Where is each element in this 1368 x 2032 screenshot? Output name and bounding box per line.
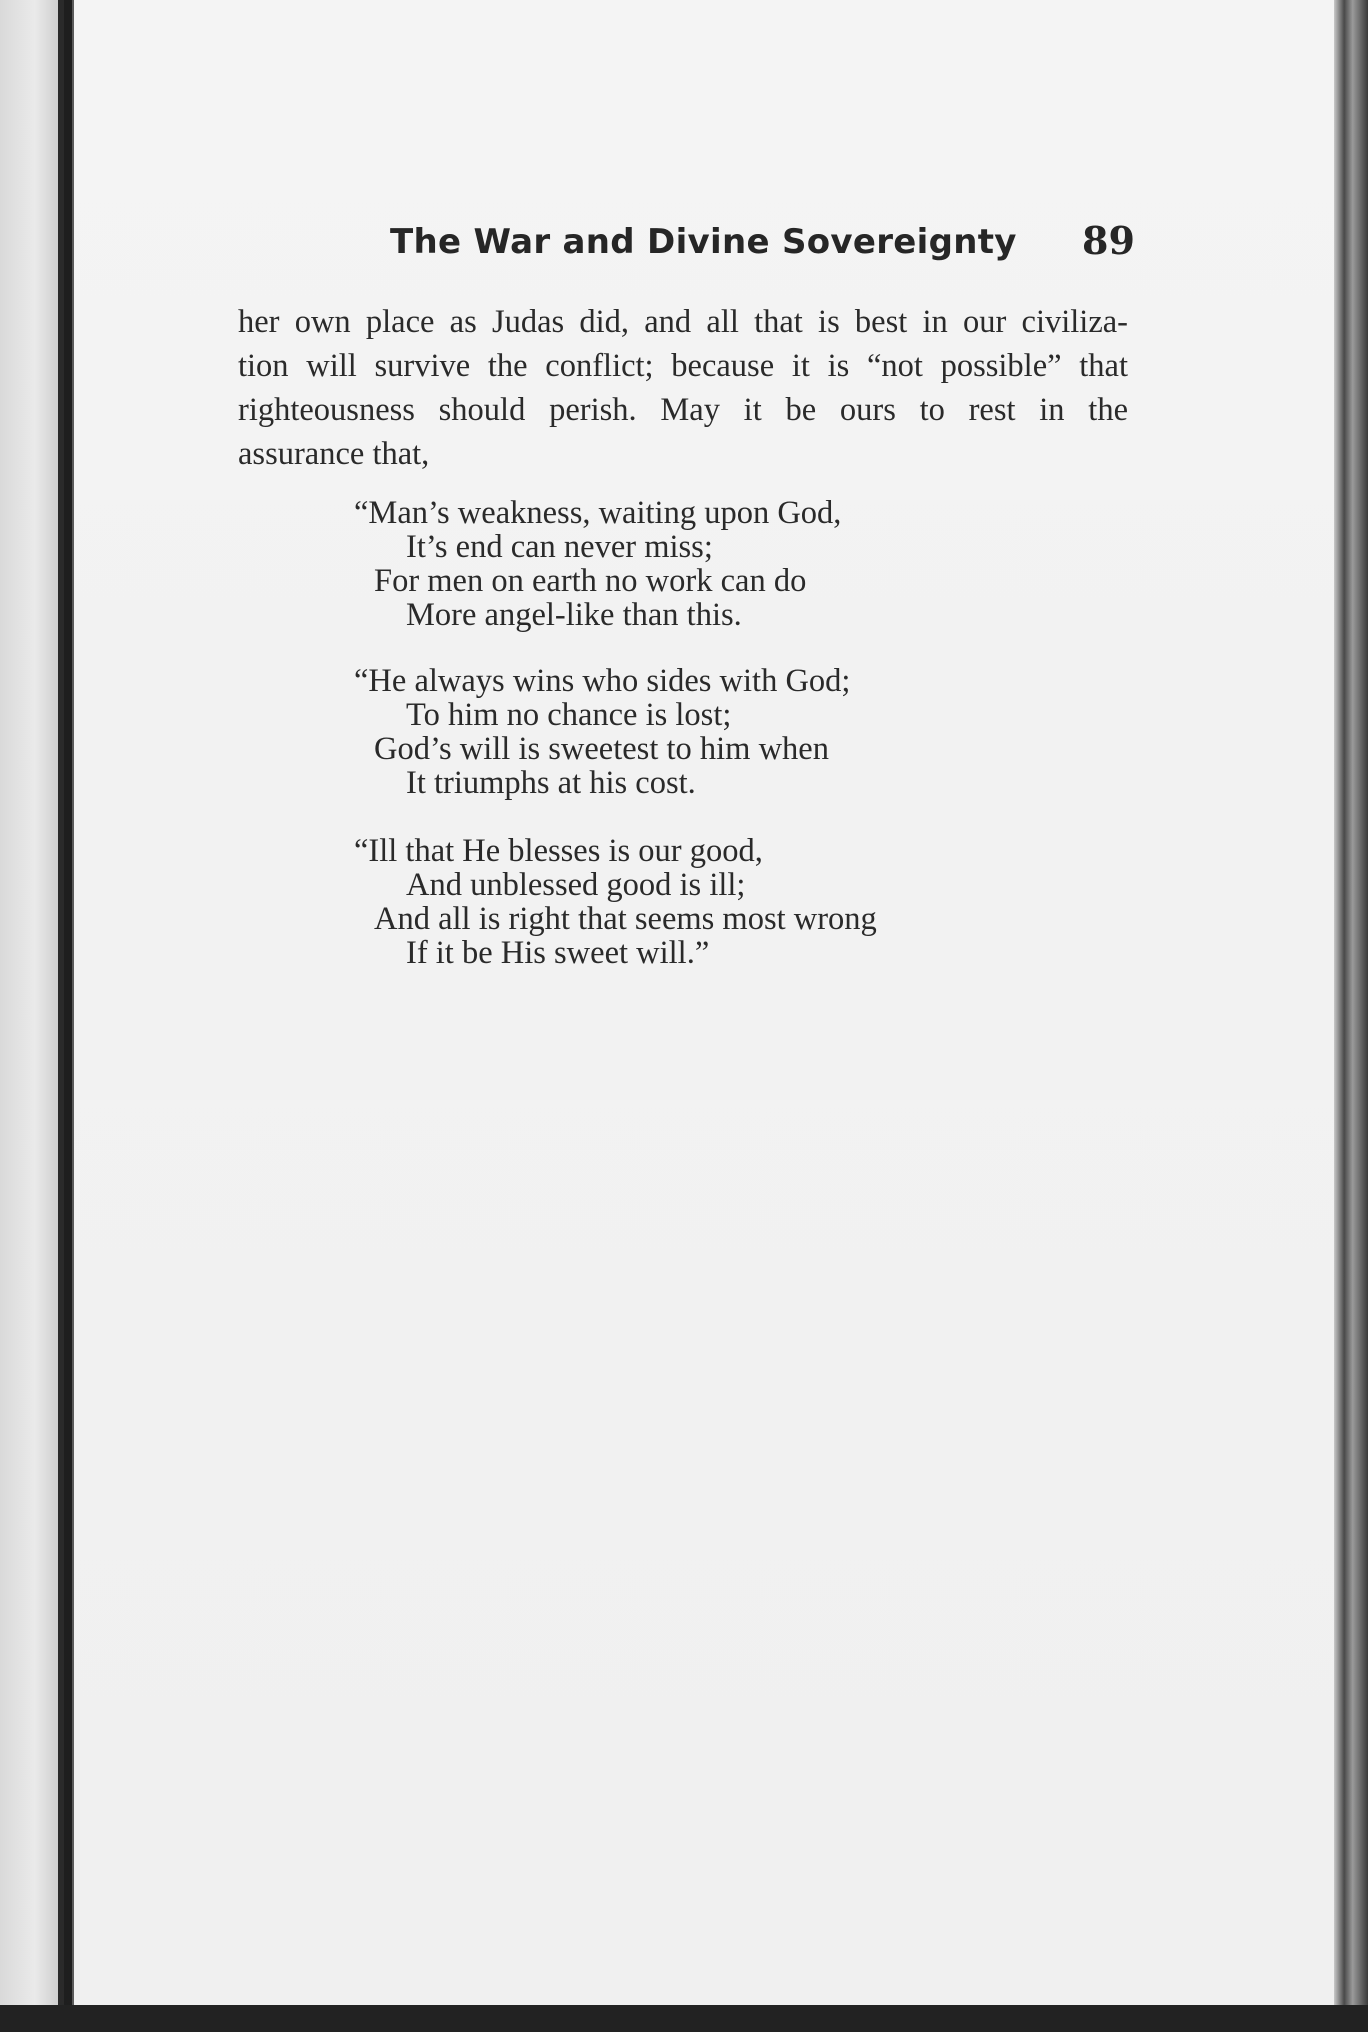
poem-line: And unblessed good is ill;	[406, 867, 746, 903]
poem-line: More angel-like than this.	[406, 597, 742, 633]
poem-line: And all is right that seems most wrong	[374, 901, 877, 937]
poem-line: It triumphs at his cost.	[406, 765, 696, 801]
page-number: 89	[1082, 218, 1135, 263]
paragraph-line: her own place as Judas did, and all that is best in our civiliza-	[238, 304, 1128, 340]
page-stack-edge	[1334, 0, 1368, 2032]
poem-line: To him no chance is lost;	[406, 697, 732, 733]
binding-gutter	[58, 0, 64, 2032]
gutter-shadow-line	[72, 0, 74, 2032]
paragraph-line: assurance that,	[238, 436, 430, 472]
poem-stanza	[350, 496, 1050, 632]
poem-line: If it be His sweet will.”	[406, 935, 710, 971]
poem-line: “Man’s weakness, waiting upon God,	[354, 495, 842, 531]
poem-line: It’s end can never miss;	[406, 529, 713, 565]
paragraph-line: tion will survive the conflict; because it is “not possible” that	[238, 348, 1128, 384]
paragraph-line: righteousness should perish. May it be ours to rest in the	[238, 392, 1128, 428]
facing-page-edge	[0, 0, 58, 2032]
poem-line: “Ill that He blesses is our good,	[354, 833, 763, 869]
poem-stanza	[350, 834, 1050, 970]
poem-line: God’s will is sweetest to him when	[374, 731, 829, 767]
poem-line: For men on earth no work can do	[374, 563, 807, 599]
body-paragraph	[238, 300, 1128, 476]
poem-line: “He always wins who sides with God;	[354, 663, 851, 699]
scan-bottom-border	[0, 2005, 1368, 2032]
poem-stanza	[350, 664, 1050, 800]
running-head-title: The War and Divine Sovereignty	[390, 222, 1017, 262]
